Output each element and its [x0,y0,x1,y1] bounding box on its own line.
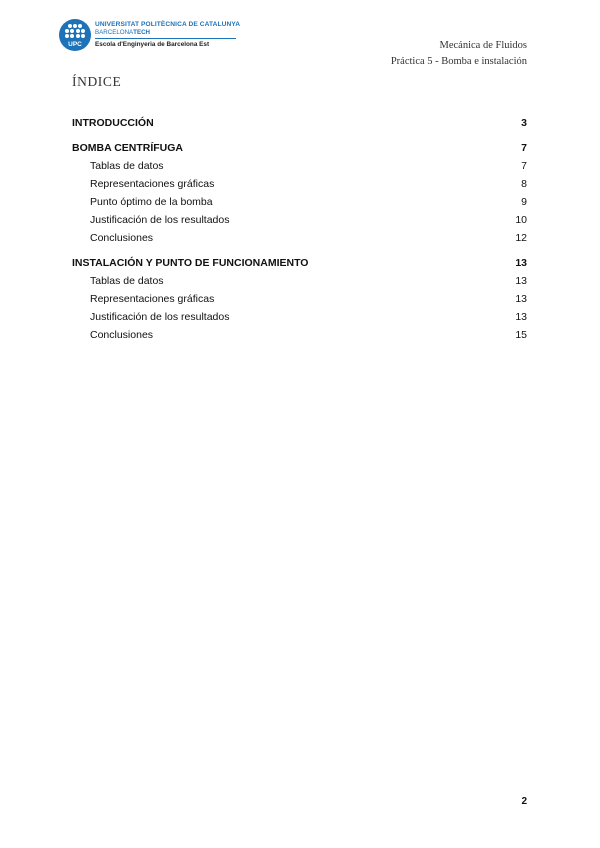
toc-entry-tablas-de-datos[interactable]: Tablas de datos 7 [90,160,527,172]
university-subbrand: BARCELONATECH [95,29,151,36]
toc-entry-bomba-centrifuga[interactable]: BOMBA CENTRÍFUGA 7 [72,142,527,154]
toc-entry-representaciones-graficas[interactable]: Representaciones gráficas 8 [90,178,527,190]
toc-entry-conclusiones-2[interactable]: Conclusiones 15 [90,329,527,341]
toc-entry-justificacion-2[interactable]: Justificación de los resultados 13 [90,311,527,323]
toc-entry-instalacion[interactable]: INSTALACIÓN Y PUNTO DE FUNCIONAMIENTO 13 [72,257,527,269]
toc-entry-tablas-de-datos-2[interactable]: Tablas de datos 13 [90,275,527,287]
toc-entry-punto-optimo[interactable]: Punto óptimo de la bomba 9 [90,196,527,208]
university-name: UNIVERSITAT POLITÈCNICA DE CATALUNYA [95,21,241,28]
page-number: 2 [521,796,527,807]
running-header [391,38,527,70]
seal-text: UPC [68,41,82,48]
toc-entry-introduccion[interactable]: INTRODUCCIÓN 3 [72,117,527,129]
course-name: Mecánica de Fluidos [439,40,527,51]
toc-entry-justificacion[interactable]: Justificación de los resultados 10 [90,214,527,226]
university-logo [59,19,240,51]
toc-title: ÍNDICE [72,74,122,89]
logo-divider [95,38,236,39]
school-name: Escola d'Enginyeria de Barcelona Est [95,41,210,48]
upc-seal-icon [59,19,91,51]
toc-entry-representaciones-graficas-2[interactable]: Representaciones gráficas 13 [90,293,527,305]
seal-dots-icon [59,19,91,51]
table-of-contents [72,114,527,344]
toc-entry-conclusiones[interactable]: Conclusiones 12 [90,232,527,244]
practice-name: Práctica 5 - Bomba e instalación [390,56,527,67]
